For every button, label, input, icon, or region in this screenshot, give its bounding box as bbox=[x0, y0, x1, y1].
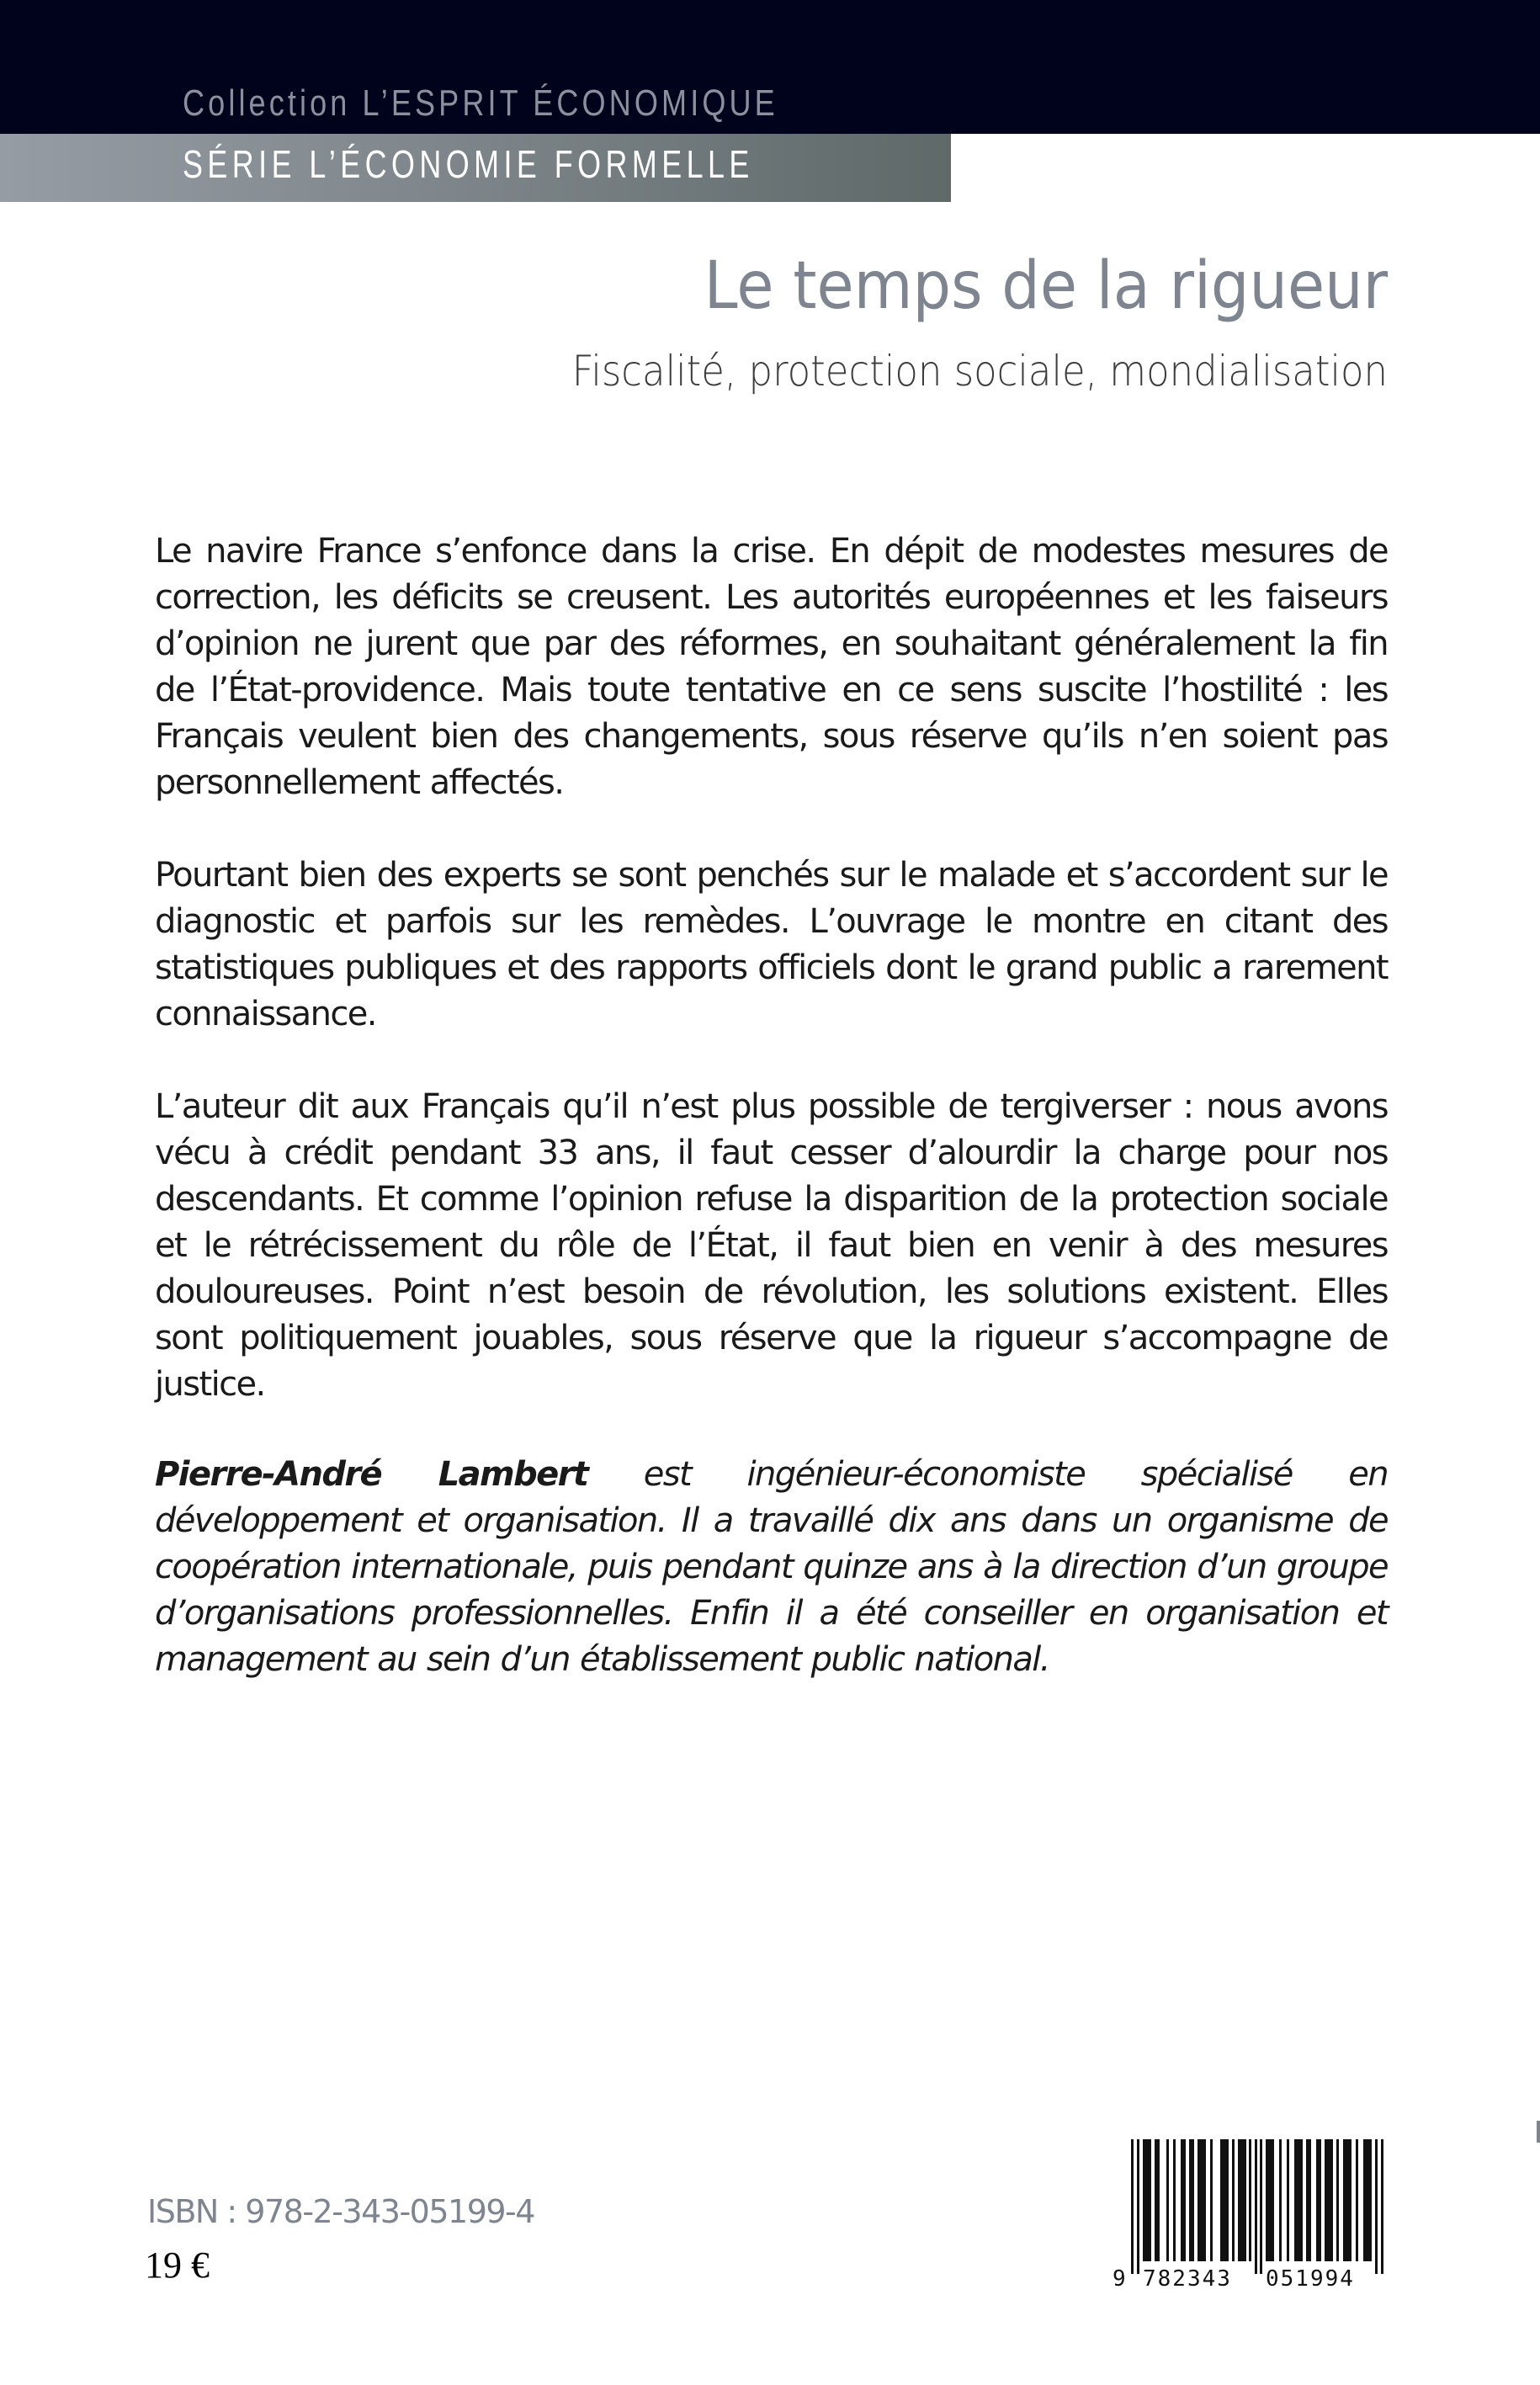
book-subtitle: Fiscalité, protection sociale, mondialisation bbox=[571, 347, 1388, 396]
blurb-paragraph-3: L’auteur dit aux Français qu’il n’est plus possible de tergiverser : nous avons vécu à crédit pendant 33 ans, il faut cesser d’alourdir la charge pour nos descendants. Et comme l’opinion refuse la disparition de la protection sociale et le rétrécissement du rôle de l’État, il faut bien en venir à des mesures douloureuses. Point n’est besoin de révolution, les solutions existent. Elles sont politiquement jouables, sous réserve que la rigueur s’accompagne de justice. bbox=[155, 1087, 1388, 1404]
author-bio bbox=[155, 1452, 1388, 1683]
collection-name: Collection L’ESPRIT ÉCONOMIQUE bbox=[183, 82, 778, 124]
blurb-paragraph-2: Pourtant bien des experts se sont penchés sur le malade et s’accordent sur le diagnostic et parfois sur les remèdes. L’ouvrage le montre en citant des statistiques publiques et des rapports officiels dont le grand public a rarement connaissance. bbox=[155, 856, 1388, 1033]
author-name: Pierre-André Lambert bbox=[155, 1455, 588, 1494]
book-title: Le temps de la rigueur bbox=[704, 248, 1388, 324]
series-name: SÉRIE L’ÉCONOMIE FORMELLE bbox=[183, 142, 754, 186]
crop-mark bbox=[1537, 2121, 1540, 2143]
isbn: ISBN : 978-2-343-05199-4 bbox=[147, 2193, 534, 2230]
barcode-icon bbox=[1111, 2138, 1405, 2293]
author-bio-text: est ingénieur-économiste spécialisé en développement et organisation. Il a travaillé dix ans dans un organisme de coopération internationale, puis pendant quinze ans à la direction d’un groupe d’organisations professionnelles. Enfin il a été conseiller en organisation et management au sein d’un établissement public national. bbox=[155, 1455, 1388, 1679]
blurb-paragraph-1: Le navire France s’enfonce dans la crise. En dépit de modestes mesures de correction, les déficits se creusent. Les autorités européennes et les faiseurs d’opinion ne jurent que par des réformes, en souhaitant généralement la fin de l’État-providence. Mais toute tentative en ce sens suscite l’hostilité : les Français veulent bien des changements, sous réserve qu’ils n’en soient pas personnellement affectés. bbox=[155, 532, 1388, 802]
barcode-digits-right: 051994 bbox=[1266, 2266, 1355, 2292]
price: 19 € bbox=[145, 2244, 210, 2286]
barcode-digits-left: 782343 bbox=[1143, 2266, 1232, 2292]
barcode-digit-first: 9 bbox=[1113, 2266, 1126, 2292]
